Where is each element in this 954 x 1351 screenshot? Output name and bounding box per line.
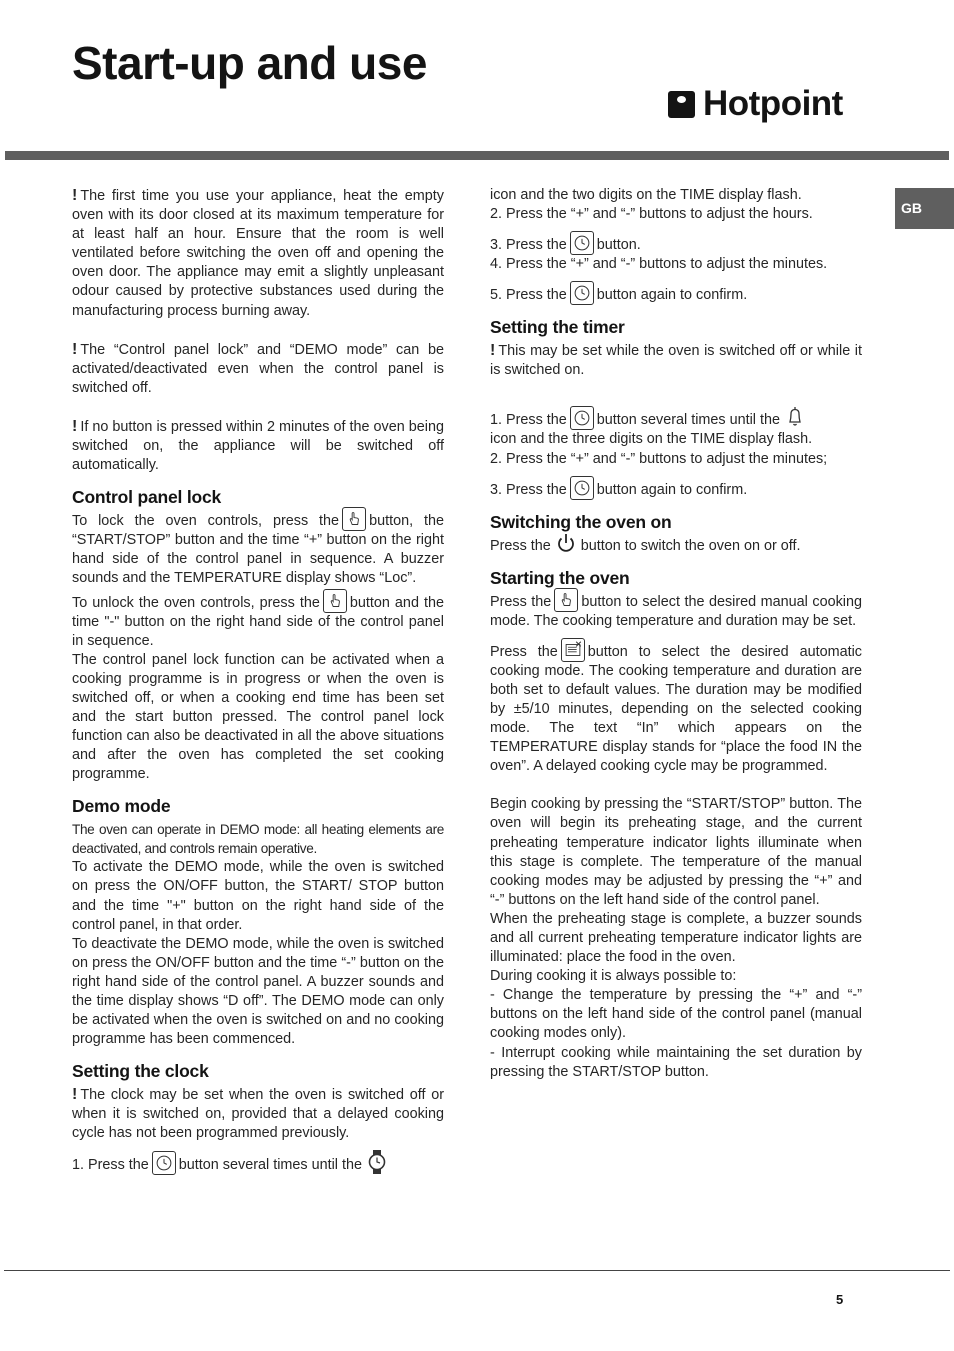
- timer-step-2: 2. Press the “+” and “-” buttons to adjust the minutes;: [490, 450, 828, 467]
- page-title: Start-up and use: [72, 37, 427, 89]
- clock-icon: [570, 281, 594, 305]
- warning-mark: !: [72, 1086, 78, 1104]
- page-number: 5: [836, 1292, 844, 1307]
- lock-paragraph-1: To lock the oven controls, press the button, the “START/STOP” button and the time “+” button on the right hand side of the control panel in sequence. A buzzer sounds and the TEMPERATURE display shows “Loc”.: [72, 511, 444, 588]
- auto-programme-icon: [561, 638, 585, 662]
- header-divider-bar: [5, 151, 949, 160]
- start-paragraph-5: During cooking it is always possible to:: [490, 968, 737, 985]
- timer-step-3: 3. Press the button again to confirm.: [490, 480, 862, 500]
- demo-paragraph-3: To deactivate the DEMO mode, while the oven is switched on press the ON/OFF button and the time “-” button on the right hand side of the control panel. A buzzer sounds and the time display shows “D off”. The DEMO mode can only be activated when the oven is switched on and no cooking programme has been commenced.: [72, 935, 444, 1048]
- start-paragraph-7: - Interrupt cooking while maintaining the set duration by pressing the START/STOP button.: [490, 1044, 862, 1080]
- start-paragraph-3: Begin cooking by pressing the “START/STOP” button. The oven will begin its preheating stage, and the current preheating temperature indicator lights illuminate when this stage is complete. The temperature of the manual cooking modes may be adjusted by pressing the “+” and “-” buttons on the left hand side of the control panel.: [490, 796, 862, 908]
- brand-logo-mark: [668, 91, 695, 118]
- intro-warning-3: ! If no button is pressed within 2 minutes of the oven being switched on, the appliance will be switched off automatically.: [72, 417, 444, 474]
- section-heading-starting-the-oven: Starting the oven: [490, 567, 630, 588]
- lock-paragraph-2: To unlock the oven controls, press the button and the time "-" button on the right hand side of the control panel in sequence.: [72, 593, 444, 651]
- timer-step-1: 1. Press the button several times until the: [490, 410, 862, 430]
- clock-icon: [570, 476, 594, 500]
- right-column: [490, 186, 862, 1082]
- warning-mark: !: [490, 342, 496, 360]
- clock-step-2: 2. Press the “+” and “-” buttons to adjust the hours.: [490, 206, 813, 223]
- power-icon: [554, 530, 578, 556]
- demo-paragraph-1: The oven can operate in DEMO mode: all heating elements are deactivated, and controls remain operative.: [72, 822, 444, 857]
- timer-step-1-cont: icon and the three digits on the TIME display flash.: [490, 431, 813, 448]
- section-heading-setting-the-timer: Setting the timer: [490, 317, 625, 338]
- brand-logo-text: Hotpoint: [703, 84, 843, 123]
- warning-mark: !: [72, 187, 78, 204]
- intro-warning-1: ! The first time you use your appliance, heat the empty oven with its door closed at its maximum temperature for at least half an hour. Ensure that the room is well ventilated before switching the oven off and opening the oven door. The appliance may emit a slightly unpleasant odour caused by protective substances used during the manufacturing process burning away.: [72, 187, 444, 319]
- language-tab: GB: [895, 188, 954, 229]
- clock-note: ! The clock may be set when the oven is switched off or when it is switched on, provided that a delayed cooking cycle has not been programmed previously.: [72, 1086, 444, 1142]
- clock-step-5: 5. Press the button again to confirm.: [490, 285, 862, 305]
- section-heading-demo-mode: Demo mode: [72, 796, 171, 817]
- intro-warning-2: ! The “Control panel lock” and “DEMO mode” can be activated/deactivated even when the control panel is switched off.: [72, 340, 444, 396]
- warning-mark: !: [72, 417, 78, 435]
- demo-paragraph-2: To activate the DEMO mode, while the oven is switched on press the ON/OFF button, the START/ STOP button and the time "+" button on the right hand side of the control panel, in that order.: [72, 859, 444, 933]
- brand-logo: [668, 86, 843, 122]
- timer-note: ! This may be set while the oven is switched off or while it is switched on.: [490, 342, 862, 379]
- bell-icon: [783, 404, 807, 430]
- hand-pointer-icon: [323, 589, 347, 613]
- clock-icon: [152, 1151, 176, 1175]
- hand-pointer-icon: [342, 507, 366, 531]
- hand-pointer-icon: [554, 588, 578, 612]
- clock-icon: [570, 406, 594, 430]
- start-paragraph-4: When the preheating stage is complete, a buzzer sounds and all current preheating temperature indicator lights are illuminated: place the food in the oven.: [490, 910, 862, 966]
- warning-mark: !: [72, 340, 78, 358]
- start-paragraph-2: Press the button to select the desired automatic cooking mode. The cooking temperature and duration are both set to default values. The duration may be modified by ±5/10 minutes, depending on the selected cooking mode. The text “In” which appears on the TEMPERATURE display stands for “place the food IN the oven”. A delayed cooking cycle may be programmed.: [490, 642, 862, 777]
- clock-icon: [570, 231, 594, 255]
- clock-step-1-cont: icon and the two digits on the TIME display flash.: [490, 187, 802, 203]
- section-heading-control-panel-lock: Control panel lock: [72, 487, 222, 508]
- start-paragraph-1: Press the button to select the desired manual cooking mode. The cooking temperature and duration may be set.: [490, 592, 862, 631]
- start-paragraph-6: - Change the temperature by pressing the “+” and “-” buttons on the left hand side of the control panel (manual cooking modes only).: [490, 987, 862, 1042]
- footer-divider: [4, 1270, 950, 1271]
- oven-on-paragraph: Press the button to switch the oven on or off.: [490, 536, 862, 556]
- left-column: [72, 186, 444, 1175]
- clock-step-3: 3. Press the button.: [490, 235, 862, 255]
- section-heading-switching-the-oven-on: Switching the oven on: [490, 511, 672, 532]
- watch-icon: [365, 1149, 389, 1175]
- section-heading-setting-the-clock: Setting the clock: [72, 1061, 209, 1082]
- clock-step-4: 4. Press the “+” and “-” buttons to adjust the minutes.: [490, 256, 828, 273]
- lock-paragraph-3: The control panel lock function can be activated when a cooking programme is in progress or when the oven is switched off, or when a cooking end time has been set and the start button pressed. The control panel lock function can also be deactivated in all the above situations and after the oven has completed the set cooking programme.: [72, 651, 444, 783]
- clock-step-1: 1. Press the button several times until the: [72, 1155, 444, 1175]
